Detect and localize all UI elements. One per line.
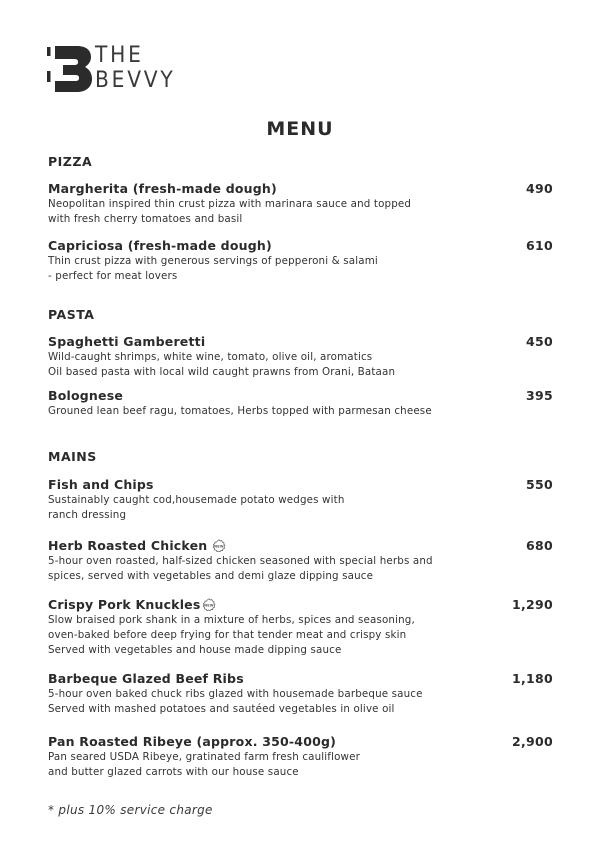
item-price: 610: [526, 238, 553, 253]
item-description-line: Served with vegetables and house made dipping sauce: [48, 644, 342, 656]
item-description-line: Oil based pasta with local wild caught prawns from Orani, Bataan: [48, 366, 396, 378]
section-title-mains: MAINS: [48, 449, 97, 464]
item-name: Herb Roasted Chicken: [48, 538, 208, 553]
item-name: Capriciosa (fresh-made dough): [48, 238, 272, 253]
item-price: 490: [526, 181, 553, 196]
item-name-row: [48, 538, 553, 554]
menu-item: [48, 671, 553, 717]
service-charge-footnote: * plus 10% service charge: [48, 803, 213, 817]
menu-item: [48, 734, 553, 780]
item-name: Fish and Chips: [48, 477, 154, 492]
bevvy-b-logo-icon: [47, 44, 93, 94]
item-description-line: - perfect for meat lovers: [48, 270, 178, 282]
new-badge-icon: [212, 539, 226, 553]
item-price: 1,180: [511, 671, 553, 686]
page-title: MENU: [266, 118, 334, 140]
item-name: Pan Roasted Ribeye (approx. 350-400g): [48, 734, 337, 749]
section-title-pasta: PASTA: [48, 307, 95, 322]
item-name: Margherita (fresh-made dough): [48, 181, 277, 196]
item-description-line: and butter glazed carrots with our house sauce: [48, 766, 299, 778]
item-price: 2,900: [511, 734, 553, 749]
svg-text:NEW: NEW: [203, 603, 214, 608]
item-description-line: ranch dressing: [48, 509, 127, 521]
item-description-line: Neopolitan inspired thin crust pizza with marinara sauce and topped: [48, 198, 412, 210]
item-description-line: 5-hour oven roasted, half-sized chicken seasoned with special herbs and: [48, 555, 433, 567]
menu-item: [48, 597, 553, 658]
item-description-line: Sustainably caught cod,housemade potato wedges with: [48, 494, 345, 506]
item-description-line: Grouned lean beef ragu, tomatoes, Herbs topped with parmesan cheese: [48, 405, 432, 417]
brand-name: [95, 44, 183, 94]
new-badge-icon: [202, 598, 216, 612]
item-description-line: with fresh cherry tomatoes and basil: [48, 213, 243, 225]
menu-item: [48, 181, 553, 227]
item-name: Spaghetti Gamberetti: [48, 334, 206, 349]
item-description-line: Wild-caught shrimps, white wine, tomato, olive oil, aromatics: [48, 351, 373, 363]
item-description-line: 5-hour oven baked chuck ribs glazed with housemade barbeque sauce: [48, 688, 423, 700]
item-description-line: oven-baked before deep frying for that tender meat and crispy skin: [48, 629, 407, 641]
menu-item: [48, 477, 553, 523]
menu-item: [48, 538, 553, 584]
item-description-line: Slow braised pork shank in a mixture of herbs, spices and seasoning,: [48, 614, 415, 626]
item-name: Crispy Pork Knuckles: [48, 597, 201, 612]
item-price: 395: [526, 388, 553, 403]
item-name-row: [48, 597, 553, 613]
brand-logo: [47, 44, 183, 94]
item-description-line: Served with mashed potatoes and sautéed vegetables in olive oil: [48, 703, 395, 715]
brand-name-line2: BEVVY: [95, 68, 176, 93]
item-name: Bolognese: [48, 388, 124, 403]
item-name: Barbeque Glazed Beef Ribs: [48, 671, 244, 686]
menu-item: [48, 334, 553, 380]
svg-text:NEW: NEW: [214, 544, 225, 549]
item-description-line: Pan seared USDA Ribeye, gratinated farm fresh cauliflower: [48, 751, 360, 763]
item-description-line: Thin crust pizza with generous servings of pepperoni & salami: [48, 255, 378, 267]
item-price: 450: [526, 334, 553, 349]
item-price: 680: [526, 538, 553, 553]
item-price: 1,290: [511, 597, 553, 612]
brand-name-line1: THE: [95, 43, 144, 68]
section-title-pizza: PIZZA: [48, 154, 93, 169]
menu-item: [48, 238, 553, 284]
menu-item: [48, 388, 553, 419]
item-price: 550: [526, 477, 553, 492]
item-description-line: spices, served with vegetables and demi glaze dipping sauce: [48, 570, 374, 582]
